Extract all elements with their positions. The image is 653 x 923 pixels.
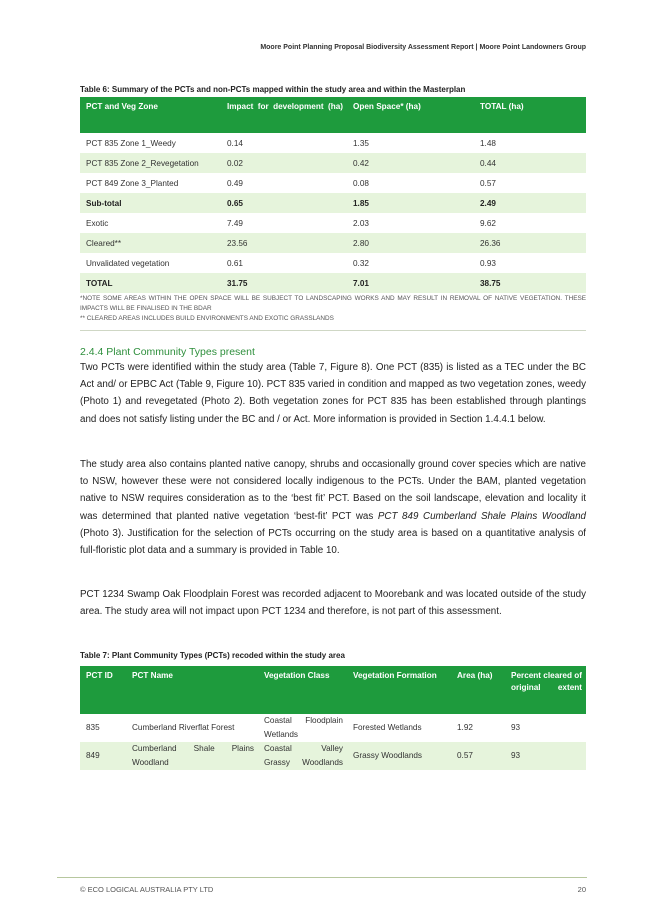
table-cell: 835 xyxy=(86,723,100,732)
table-cell: 7.01 xyxy=(347,273,474,293)
table-cell: 0.08 xyxy=(353,178,369,188)
table-cell: 1.92 xyxy=(457,723,473,732)
table-cell: 0.42 xyxy=(347,153,474,173)
table6-col-impact: Impact for development (ha) xyxy=(221,97,347,133)
page-number: 20 xyxy=(577,885,586,894)
table6-caption: Table 6: Summary of the PCTs and non-PCTs mapped within the study area and within the Masterplan xyxy=(80,85,466,94)
table-cell: 93 xyxy=(511,723,521,732)
section-heading: 2.4.4 Plant Community Types present xyxy=(80,346,255,358)
table-cell: Grassy Woodlands xyxy=(347,742,451,770)
paragraph-planted-vegetation xyxy=(80,456,586,559)
table-cell: 0.44 xyxy=(474,153,586,173)
footer-divider xyxy=(57,877,587,878)
table-cell: Unvalidated vegetation xyxy=(86,258,170,268)
table-cell: Cumberland Riverflat Forest xyxy=(132,723,235,732)
table-cell: Forested Wetlands xyxy=(353,723,422,732)
table-cell: 0.61 xyxy=(227,258,243,268)
table-row xyxy=(80,213,586,233)
running-header: Moore Point Planning Proposal Biodiversity Assessment Report | Moore Point Landowners Group xyxy=(260,44,586,51)
table-cell: 31.75 xyxy=(221,273,347,293)
table-cell: Cleared** xyxy=(80,233,221,253)
table-cell: 1.85 xyxy=(347,193,474,213)
table-cell: 23.56 xyxy=(221,233,347,253)
table-row-subtotal xyxy=(80,193,586,213)
table6-header-row xyxy=(80,97,586,133)
pct-849-name: PCT 849 Cumberland Shale Plains Woodland xyxy=(377,510,586,522)
table7-col-formation: Vegetation Formation xyxy=(347,666,451,714)
paragraph-pct-1234: PCT 1234 Swamp Oak Floodplain Forest was recorded adjacent to Moorebank and was located outside of the study area. The study area will not impact upon PCT 1234 and therefore, is not part of this assessment. xyxy=(80,589,586,618)
paragraph-pcts-identified: Two PCTs were identified within the study area (Table 7, Figure 8). One PCT (835) is listed as a TEC under the BC Act and/ or EPBC Act (Table 9, Figure 10). PCT 835 varied in condition and mapped as two vegetation zones, weedy (Photo 1) and revegetated (Photo 2). Both vegetation zones for PCT 835 has been established through plantings and does not satisfy listing under the BC and / or Act. More information is provided in Section 1.4.4.1 below. xyxy=(80,362,586,425)
table7-pct-recorded xyxy=(80,666,586,770)
table6-notes xyxy=(80,294,586,324)
table-cell: PCT 835 Zone 1_Weedy xyxy=(86,138,176,148)
table-cell: Coastal Floodplain Wetlands xyxy=(264,716,343,739)
table7-col-name: PCT Name xyxy=(126,666,258,714)
paragraph-text: The study area also contains planted native canopy, shrubs and occasionally ground cover species which are native to NSW, however these were not considered locally indigenous to the PCTs. Under the BAM, planted vegetation native to NSW requires consideration as to the ‘best fit’ PCT. Based on the soil landscape, elevation and locality it was determined that planted native vegetation ‘best-fit’ PCT was xyxy=(80,459,586,522)
table-cell: 0.57 xyxy=(451,742,505,770)
table-row xyxy=(80,253,586,273)
table-cell: 2.03 xyxy=(353,218,369,228)
table-row xyxy=(80,714,586,742)
table-cell: Exotic xyxy=(86,218,109,228)
table-cell: 1.48 xyxy=(480,138,496,148)
table-cell: 2.49 xyxy=(474,193,586,213)
footer-copyright: © ECO LOGICAL AUSTRALIA PTY LTD xyxy=(80,885,214,894)
table7-col-id: PCT ID xyxy=(80,666,126,714)
paragraph-text: (Photo 3). Justification for the selection of PCTs occurring on the study area is based on a quantitative analysis of full-floristic plot data and a summary is provided in Table 10. xyxy=(80,527,586,557)
table-cell: 0.02 xyxy=(221,153,347,173)
table6-pct-summary xyxy=(80,97,586,293)
table-cell: 1.35 xyxy=(353,138,369,148)
table-row xyxy=(80,153,586,173)
table-cell: 0.49 xyxy=(227,178,243,188)
table6-col-total: TOTAL (ha) xyxy=(474,97,586,133)
table-cell: TOTAL xyxy=(80,273,221,293)
table-cell: 0.65 xyxy=(221,193,347,213)
table-cell: 849 xyxy=(80,742,126,770)
table-cell: 26.36 xyxy=(474,233,586,253)
table-row xyxy=(80,742,586,770)
table-cell: 93 xyxy=(505,742,586,770)
table-row-total xyxy=(80,273,586,293)
table-cell: Sub-total xyxy=(80,193,221,213)
table-row xyxy=(80,173,586,193)
table7-col-area: Area (ha) xyxy=(451,666,505,714)
section-divider xyxy=(80,330,586,331)
table7-col-class: Vegetation Class xyxy=(258,666,347,714)
table-cell: Coastal Valley Grassy Woodlands xyxy=(258,742,347,770)
table-row xyxy=(80,133,586,153)
table6-col-openspace: Open Space* (ha) xyxy=(347,97,474,133)
table6-note-cleared: ** CLEARED AREAS INCLUDES BUILD ENVIRONMENTS AND EXOTIC GRASSLANDS xyxy=(80,315,334,322)
table-cell: Cumberland Shale Plains Woodland xyxy=(126,742,258,770)
table-cell: PCT 849 Zone 3_Planted xyxy=(86,178,179,188)
table7-col-cleared: Percent cleared of original extent xyxy=(505,666,586,714)
table-cell: 0.14 xyxy=(227,138,243,148)
table-cell: 7.49 xyxy=(227,218,243,228)
table-cell: 0.93 xyxy=(480,258,496,268)
table-cell: 2.80 xyxy=(347,233,474,253)
table7-header-row xyxy=(80,666,586,714)
table6-note-open-space: *NOTE SOME AREAS WITHIN THE OPEN SPACE WILL BE SUBJECT TO LANDSCAPING WORKS AND MAY RESULT IN REMOVAL OF NATIVE VEGETATION. THESE IMPACTS WILL BE FINALISED IN THE BDAR xyxy=(80,295,586,312)
table6-col-pct: PCT and Veg Zone xyxy=(80,97,221,133)
table-cell: 38.75 xyxy=(474,273,586,293)
table-row xyxy=(80,233,586,253)
table-cell: 9.62 xyxy=(480,218,496,228)
table7-caption: Table 7: Plant Community Types (PCTs) recoded within the study area xyxy=(80,651,345,660)
table-cell: PCT 835 Zone 2_Revegetation xyxy=(80,153,221,173)
table-cell: 0.57 xyxy=(480,178,496,188)
table-cell: 0.32 xyxy=(353,258,369,268)
